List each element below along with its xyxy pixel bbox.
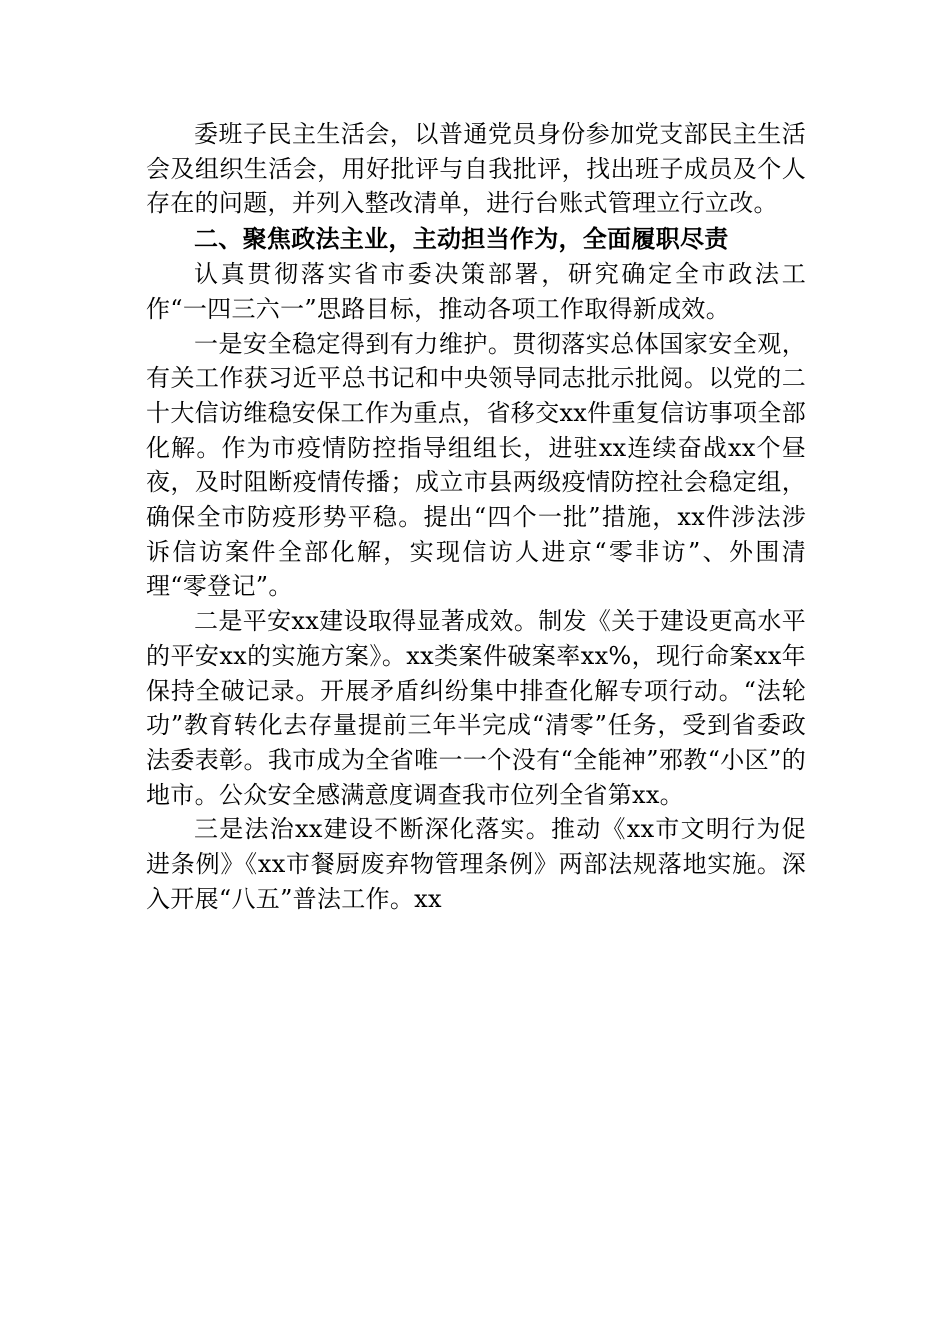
paragraph-continuation: 委班子民主生活会，以普通党员身份参加党支部民主生活会及组织生活会，用好批评与自我批评，找出班子成员及个人存在的问题，并列入整改清单，进行台账式管理立行立改。 xyxy=(146,120,806,218)
document-body xyxy=(146,117,806,916)
paragraph-security: 一是安全稳定得到有力维护。贯彻落实总体国家安全观，有关工作获习近平总书记和中央领导同志批示批阅。以党的二十大信访维稳安保工作为重点，省移交xx件重复信访事项全部化解。作为市疫情防控指导组组长，进驻xx连续奋战xx个昼夜，及时阻断疫情传播；成立市县两级疫情防控社会稳定组，确保全市防疫形势平稳。提出“四个一批”措施，xx件涉法涉诉信访案件全部化解，实现信访人进京“零非访”、外围清理“零登记”。 xyxy=(146,329,806,601)
section-heading: 二、聚焦政法主业，主动担当作为，全面履职尽责 xyxy=(194,225,729,254)
paragraph-rule-of-law: 三是法治xx建设不断深化落实。推动《xx市文明行为促进条例》《xx市餐厨废弃物管理条例》两部法规落地实施。深入开展“八五”普法工作。xx xyxy=(146,815,806,913)
paragraph-intro: 认真贯彻落实省市委决策部署，研究确定全市政法工作“一四三六一”思路目标，推动各项工作取得新成效。 xyxy=(146,260,806,323)
paragraph-safety: 二是平安xx建设取得显著成效。制发《关于建设更高水平的平安xx的实施方案》。xx类案件破案率xx%，现行命案xx年保持全破记录。开展矛盾纠纷集中排查化解专项行动。“法轮功”教育转化去存量提前三年半完成“清零”任务，受到省委政法委表彰。我市成为全省唯一一个没有“全能神”邪教“小区”的地市。公众安全感满意度调查我市位列全省第xx。 xyxy=(146,607,806,809)
